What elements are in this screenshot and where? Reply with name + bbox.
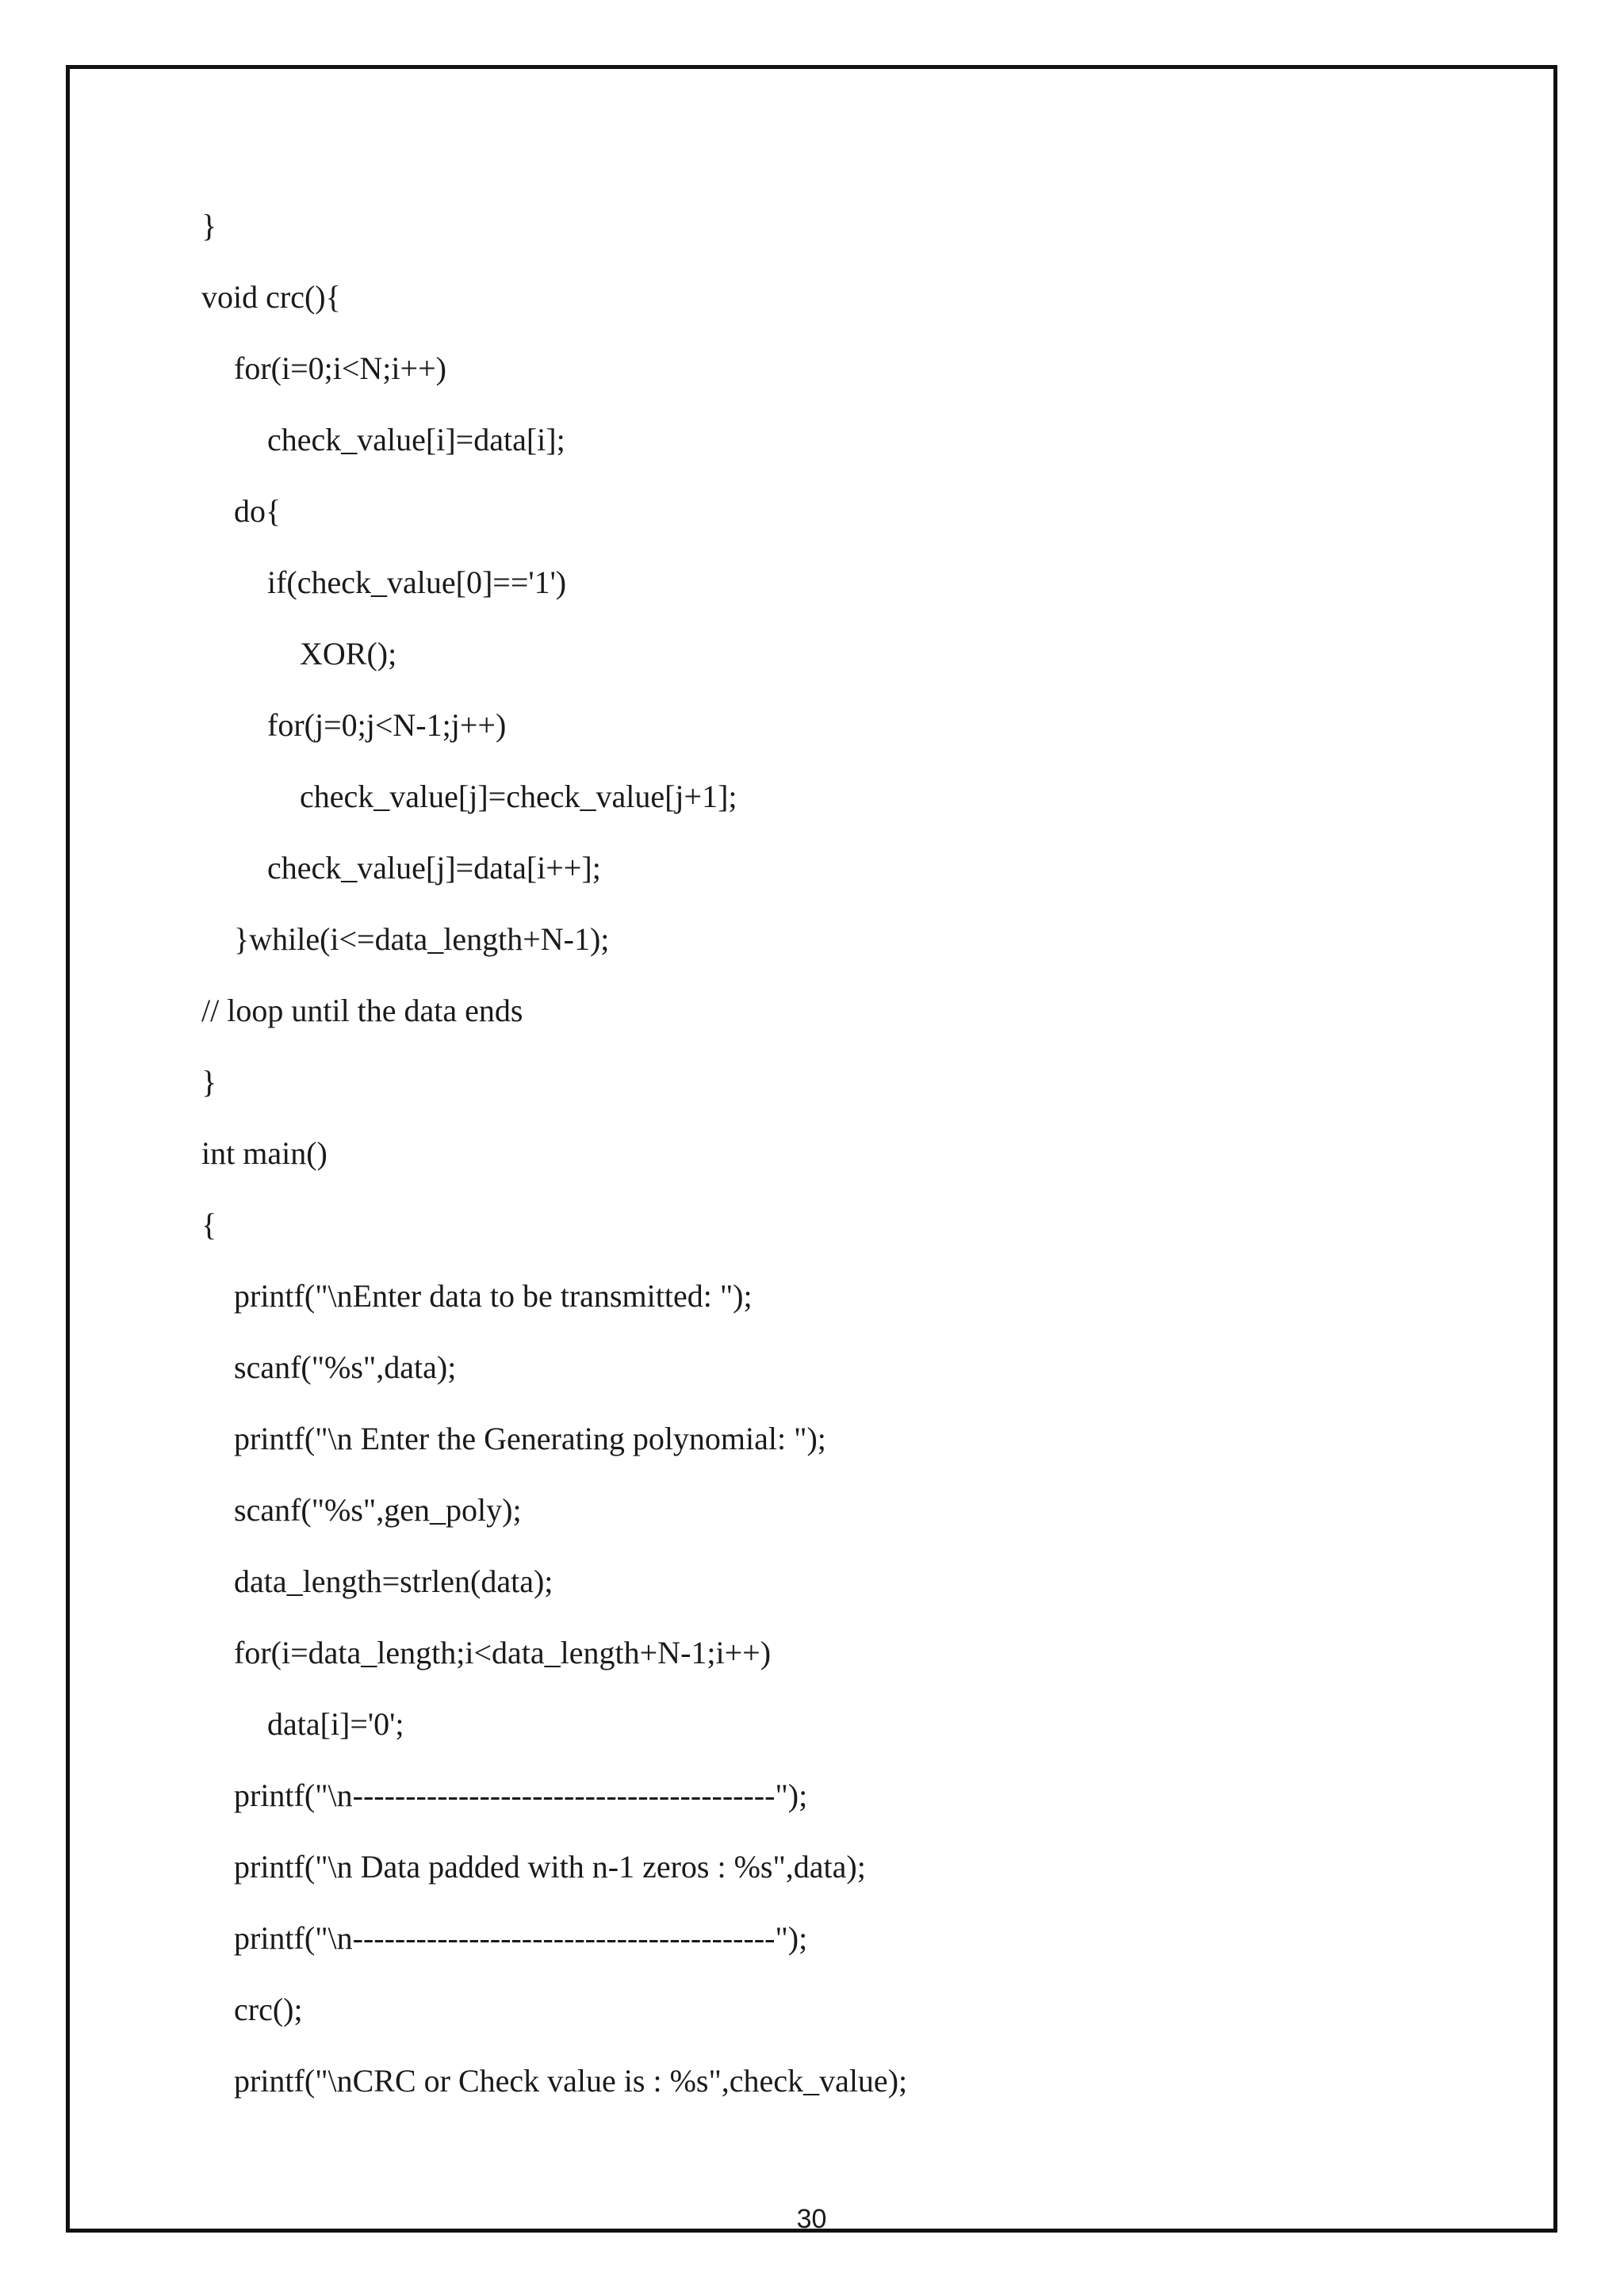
code-line: data_length=strlen(data); [234, 1563, 553, 1599]
code-line: } [201, 208, 217, 243]
code-line: check_value[j]=data[i++]; [267, 850, 601, 886]
code-line: { [201, 1207, 217, 1242]
code-line: printf("\n Enter the Generating polynomial: "); [234, 1421, 826, 1456]
code-line: printf("\n----------------------------------------"); [234, 1920, 808, 1956]
code-line: } [201, 1064, 217, 1100]
code-line: do{ [234, 493, 282, 529]
code-line: for(i=data_length;i<data_length+N-1;i++) [234, 1635, 772, 1670]
code-line: crc(); [234, 1992, 303, 2027]
code-line: data[i]='0'; [267, 1706, 404, 1742]
page-frame [66, 65, 1557, 2233]
code-line: scanf("%s",data); [234, 1349, 457, 1385]
code-listing [70, 69, 1553, 2229]
code-line: printf("\nEnter data to be transmitted: "); [234, 1278, 753, 1314]
code-line: if(check_value[0]=='1') [267, 564, 567, 600]
page-number: 30 [796, 2204, 827, 2234]
code-line: int main() [201, 1135, 327, 1171]
code-line: check_value[i]=data[i]; [267, 422, 565, 457]
code-line: for(i=0;i<N;i++) [234, 350, 446, 386]
code-line: printf("\nCRC or Check value is : %s",check_value); [234, 2063, 908, 2099]
code-line: void crc(){ [201, 279, 341, 315]
code-comment: // loop until the data ends [201, 993, 523, 1028]
code-line: scanf("%s",gen_poly); [234, 1492, 522, 1528]
code-line: printf("\n----------------------------------------"); [234, 1777, 808, 1813]
code-line: XOR(); [300, 636, 397, 672]
code-line: printf("\n Data padded with n-1 zeros : %s",data); [234, 1849, 866, 1885]
code-line: }while(i<=data_length+N-1); [234, 921, 610, 957]
code-line: check_value[j]=check_value[j+1]; [300, 779, 737, 814]
code-line: for(j=0;j<N-1;j++) [267, 707, 507, 743]
